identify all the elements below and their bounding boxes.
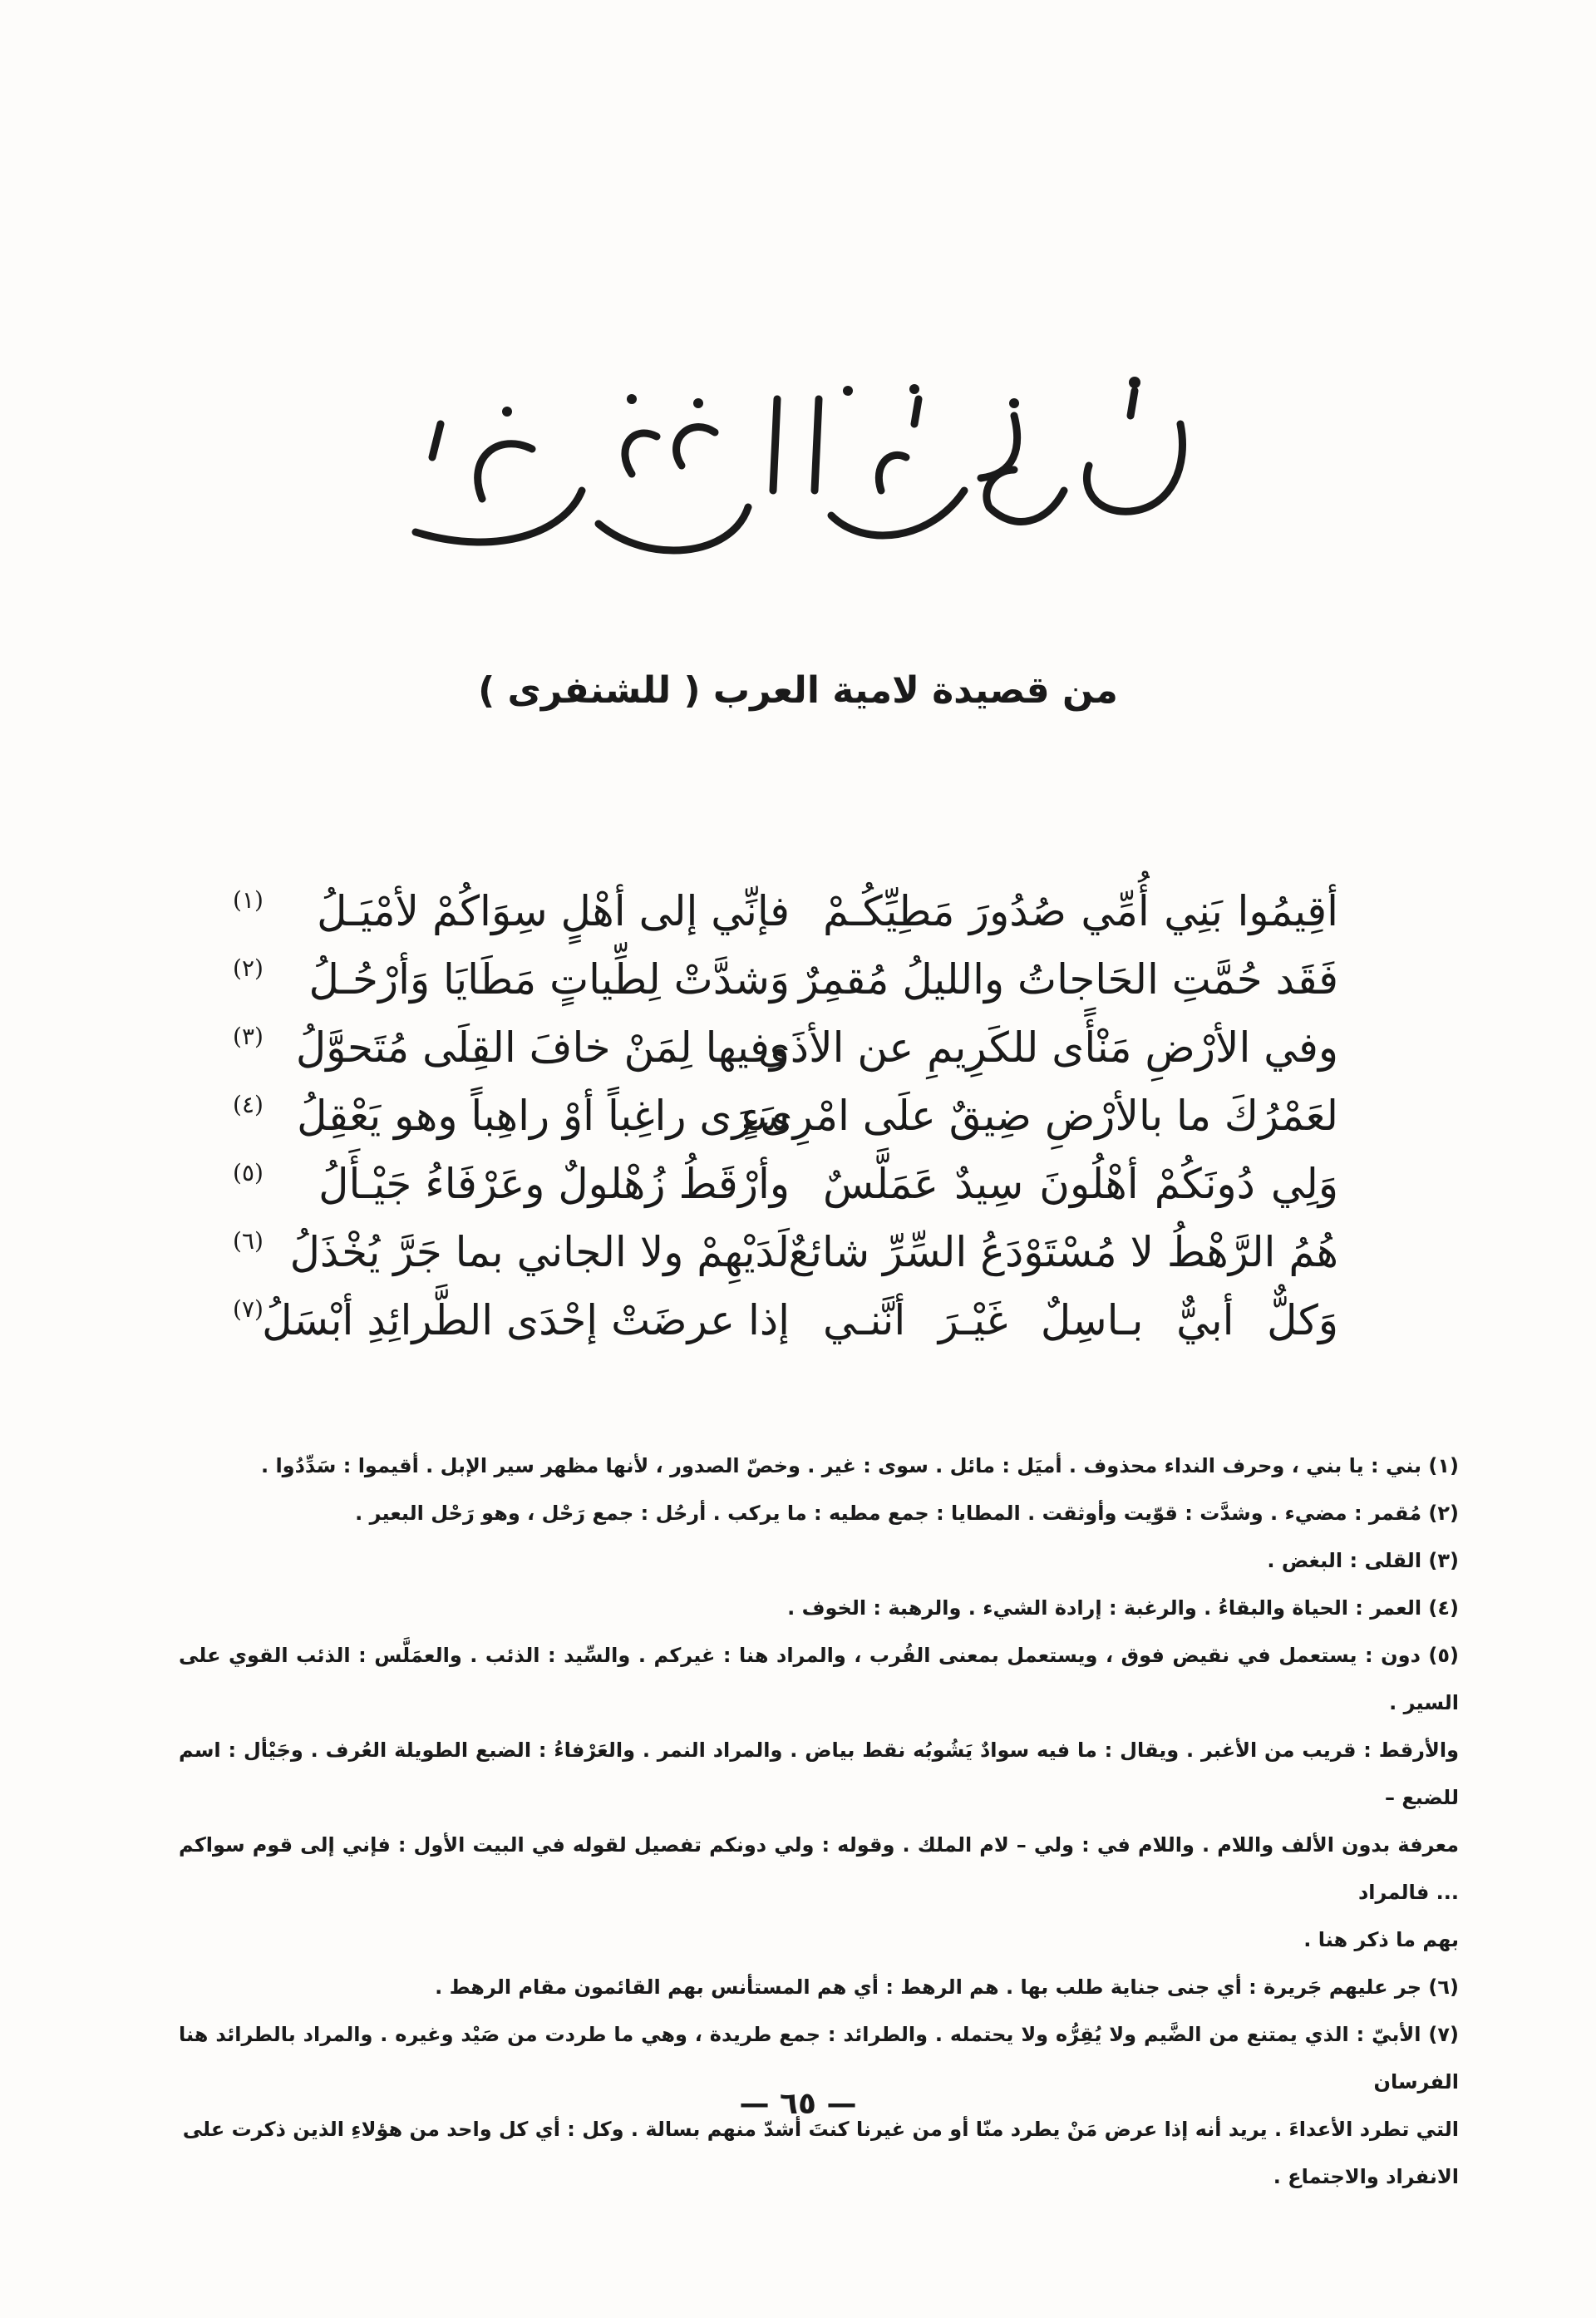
verse-second-hemistich: إذا عرضَتْ إحْدَى الطَّرائِدِ أبْسَلُ xyxy=(262,1296,790,1344)
verse-number: (٧) xyxy=(233,1295,264,1323)
calligraphy-artwork xyxy=(382,366,1214,582)
verse-first-hemistich: أقِيمُوا بَنِي أُمِّي صُدُورَ مَطِيِّكُـمْ xyxy=(823,887,1338,935)
verse-second-hemistich: وَشدَّتْ لِطِّياتٍ مَطَايَا وَأرْحُـلُ xyxy=(308,955,790,1004)
calligraphic-title xyxy=(382,366,1214,582)
verse xyxy=(233,1218,1338,1286)
verse xyxy=(233,877,1338,945)
verse-second-hemistich: لَدَيْهِمْ ولا الجاني بما جَرَّ يُخْذَلُ xyxy=(289,1228,790,1276)
verse xyxy=(233,945,1338,1014)
verse-first-hemistich: هُمُ الرَّهْطُ لا مُسْتَوْدَعُ السِّرِّ شائعٌ xyxy=(788,1228,1338,1276)
verse-number: (٥) xyxy=(233,1158,264,1186)
footnote: (٤) العمر : الحياة والبقاءُ . والرغبة : إرادة الشيء . والرهبة : الخوف . xyxy=(787,1596,1459,1620)
verse-number: (١) xyxy=(233,885,264,914)
verse-first-hemistich: فَقَد حُمَّتِ الحَاجاتُ والليلُ مُقمِرٌ xyxy=(798,955,1338,1004)
footnote-continuation: والأرقط : قريب من الأغبر . ويقال : ما فيه سوادٌ يَشُوبُه نقط بياض . والمراد النمر . والعَرْفاءُ : الضبع الطويلة العُرف . وجَيْأل : اسم للضبع – xyxy=(179,1738,1459,1809)
verse-second-hemistich: سَرَى راغِباً أوْ راهِباً وهو يَعْقِلُ xyxy=(297,1092,790,1140)
verse-number: (٦) xyxy=(233,1226,264,1255)
poem-subtitle: من قصيدة لامية العرب ( للشنفرى ) xyxy=(478,669,1118,712)
verse-number: (٤) xyxy=(233,1090,264,1118)
verse-second-hemistich: وفيها لِمَنْ خافَ القِلَى مُتَحوَّلُ xyxy=(295,1023,790,1072)
verse xyxy=(233,1286,1338,1354)
verse xyxy=(233,1150,1338,1218)
footnote-continuation: التي تطرد الأعداءَ . يريد أنه إذا عرض مَنْ يطرد منّا أو من غيرنا كنتَ أشدّ منهم بسالة . وكل : أي كل واحد من هؤلاءِ الذين ذكرت على xyxy=(182,2118,1459,2141)
verse-first-hemistich: وَكلٌّ أبيٌّ بـاسِلٌ غَيْـرَ أنَّنـي xyxy=(823,1296,1338,1344)
verse-second-hemistich: فإنِّي إلى أهْلٍ سِوَاكُمْ لأمْيَـلُ xyxy=(317,887,790,935)
footnote-continuation: معرفة بدون الألف واللام . واللام في : ولي – لام الملك . وقوله : ولي دونكم تفصيل لقوله في البيت الأول : فإني إلى قوم سواكم ... فالمراد xyxy=(179,1833,1459,1904)
page-number: — ٦٥ — xyxy=(739,2087,857,2121)
verse-second-hemistich: وأرْقَطُ زُهْلولٌ وعَرْفَاءُ جَيْـأَلُ xyxy=(318,1160,790,1208)
verse-first-hemistich: وَلِي دُونَكُمْ أهْلُونَ سِيدٌ عَمَلَّسٌ xyxy=(823,1160,1338,1208)
verse xyxy=(233,1014,1338,1082)
footnote: (٦) جر عليهم جَريرة : أي جنى جناية طلب بها . هم الرهط : أي هم المستأنس بهم القائمون مقام الرهط . xyxy=(435,1975,1459,1999)
footnote: (٧) الأبيّ : الذي يمتنع من الضَّيم ولا يُقِرُّه ولا يحتمله . والطرائد : جمع طريدة ، وهي ما طردت من صَيْد وغيره . والمراد بالطرائد هنا الفرسان xyxy=(179,2023,1459,2094)
poem xyxy=(233,877,1338,1354)
verse-number: (٢) xyxy=(233,954,264,982)
footnote: (٥) دون : يستعمل في نقيض فوق ، ويستعمل بمعنى القُرب ، والمراد هنا : غيركم . والسِّيد : الذئب . والعمَلَّس : الذئب القوي على السير . xyxy=(179,1644,1459,1714)
verse-first-hemistich: وفي الأرْضِ مَنْأًى للكَرِيمِ عن الأذَى xyxy=(757,1023,1338,1072)
verse xyxy=(233,1082,1338,1150)
footnote: (٢) مُقمر : مضيء . وشدَّت : قوّيت وأوثقت . المطايا : جمع مطيه : ما يركب . أرحُل : جمع رَحْل ، وهو رَحْل البعير . xyxy=(355,1502,1459,1525)
footnote-continuation: الانفراد والاجتماع . xyxy=(1273,2165,1459,2188)
verse-first-hemistich: لعَمْرُكَ ما بالأرْضِ ضِيقٌ علَى امْرِىءٍ xyxy=(740,1092,1338,1140)
footnote: (٣) القلى : البغض . xyxy=(1267,1549,1459,1572)
verse-number: (٣) xyxy=(233,1022,264,1050)
footnote: (١) بني : يا بني ، وحرف النداء محذوف . أميَل : مائل . سوى : غير . وخصّ الصدور ، لأنها مظهر سير الإبل . أقيموا : سَدِّدُوا . xyxy=(260,1454,1459,1477)
footnote-continuation: بهم ما ذكر هنا . xyxy=(1303,1928,1459,1951)
